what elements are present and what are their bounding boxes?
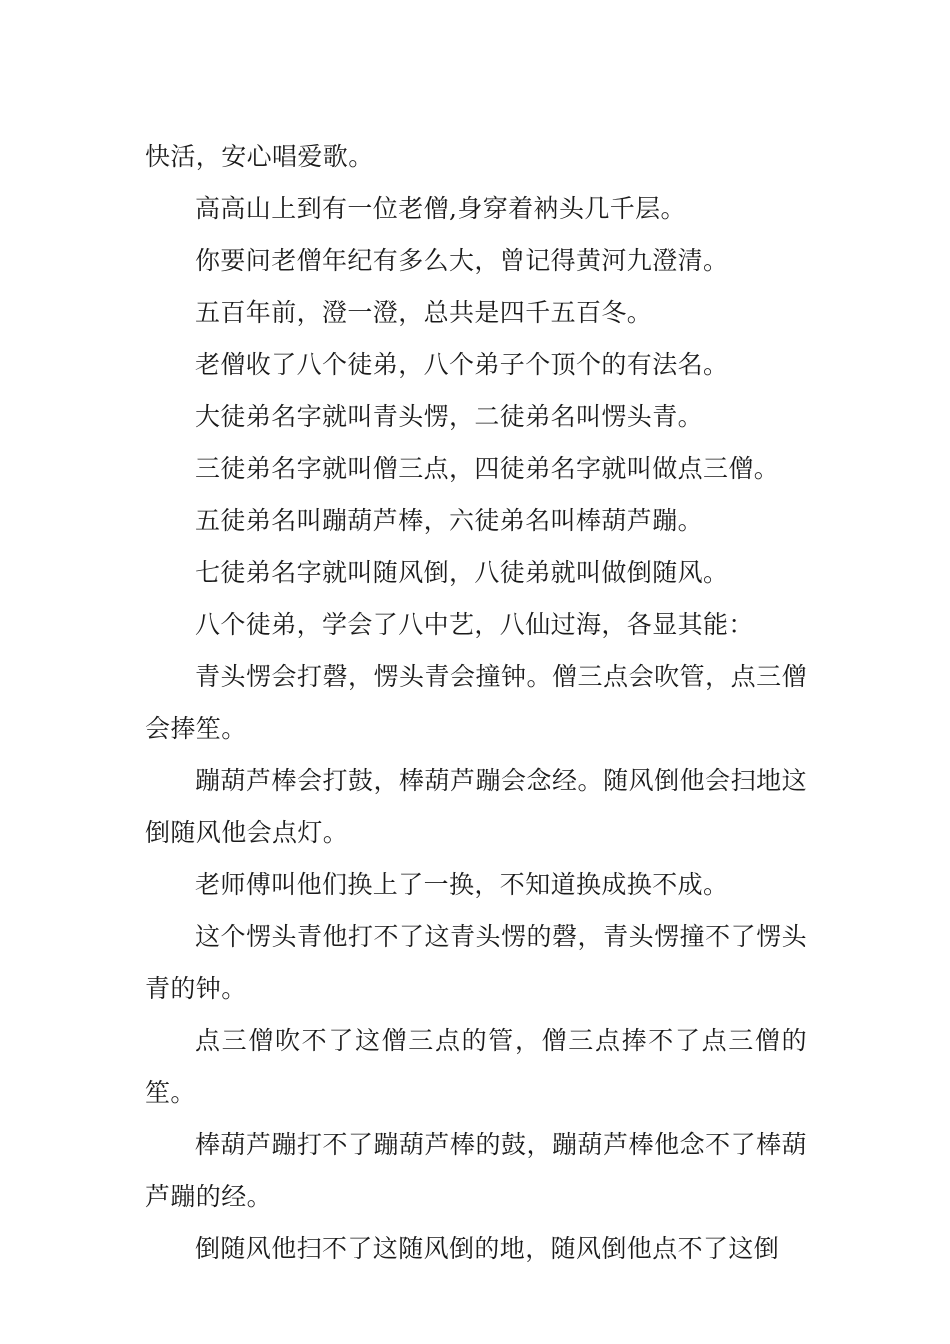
paragraph-1: 快活，安心唱爱歌。 — [145, 142, 374, 171]
paragraph-5: 老僧收了八个徒弟，八个弟子个顶个的有法名。 — [195, 350, 729, 379]
paragraph-17: 倒随风他扫不了这随风倒的地，随风倒他点不了这倒 — [195, 1234, 780, 1263]
paragraph-15: 点三僧吹不了这僧三点的管，僧三点捧不了点三僧的笙。 — [145, 1026, 807, 1107]
paragraph-6: 大徒弟名字就叫青头愣，二徒弟名叫愣头青。 — [195, 402, 704, 431]
paragraph-14: 这个愣头青他打不了这青头愣的磬，青头愣撞不了愣头青的钟。 — [145, 922, 807, 1003]
paragraph-7: 三徒弟名字就叫僧三点，四徒弟名字就叫做点三僧。 — [195, 454, 780, 483]
paragraph-12: 蹦葫芦棒会打鼓，棒葫芦蹦会念经。随风倒他会扫地这倒随风他会点灯。 — [145, 766, 807, 847]
document-body — [145, 131, 807, 1275]
paragraph-8: 五徒弟名叫蹦葫芦棒，六徒弟名叫棒葫芦蹦。 — [195, 506, 704, 535]
paragraph-9: 七徒弟名字就叫随风倒，八徒弟就叫做倒随风。 — [195, 558, 729, 587]
paragraph-4: 五百年前，澄一澄，总共是四千五百冬。 — [195, 298, 653, 327]
paragraph-2: 高高山上到有一位老僧,身穿着衲头几千层。 — [195, 194, 686, 223]
paragraph-13: 老师傅叫他们换上了一换，不知道换成换不成。 — [195, 870, 729, 899]
paragraph-10: 八个徒弟，学会了八中艺，八仙过海，各显其能： — [195, 610, 754, 639]
paragraph-11: 青头愣会打磬，愣头青会撞钟。僧三点会吹管，点三僧会捧笙。 — [145, 662, 807, 743]
paragraph-3: 你要问老僧年纪有多么大，曾记得黄河九澄清。 — [195, 246, 729, 275]
paragraph-16: 棒葫芦蹦打不了蹦葫芦棒的鼓，蹦葫芦棒他念不了棒葫芦蹦的经。 — [145, 1130, 807, 1211]
